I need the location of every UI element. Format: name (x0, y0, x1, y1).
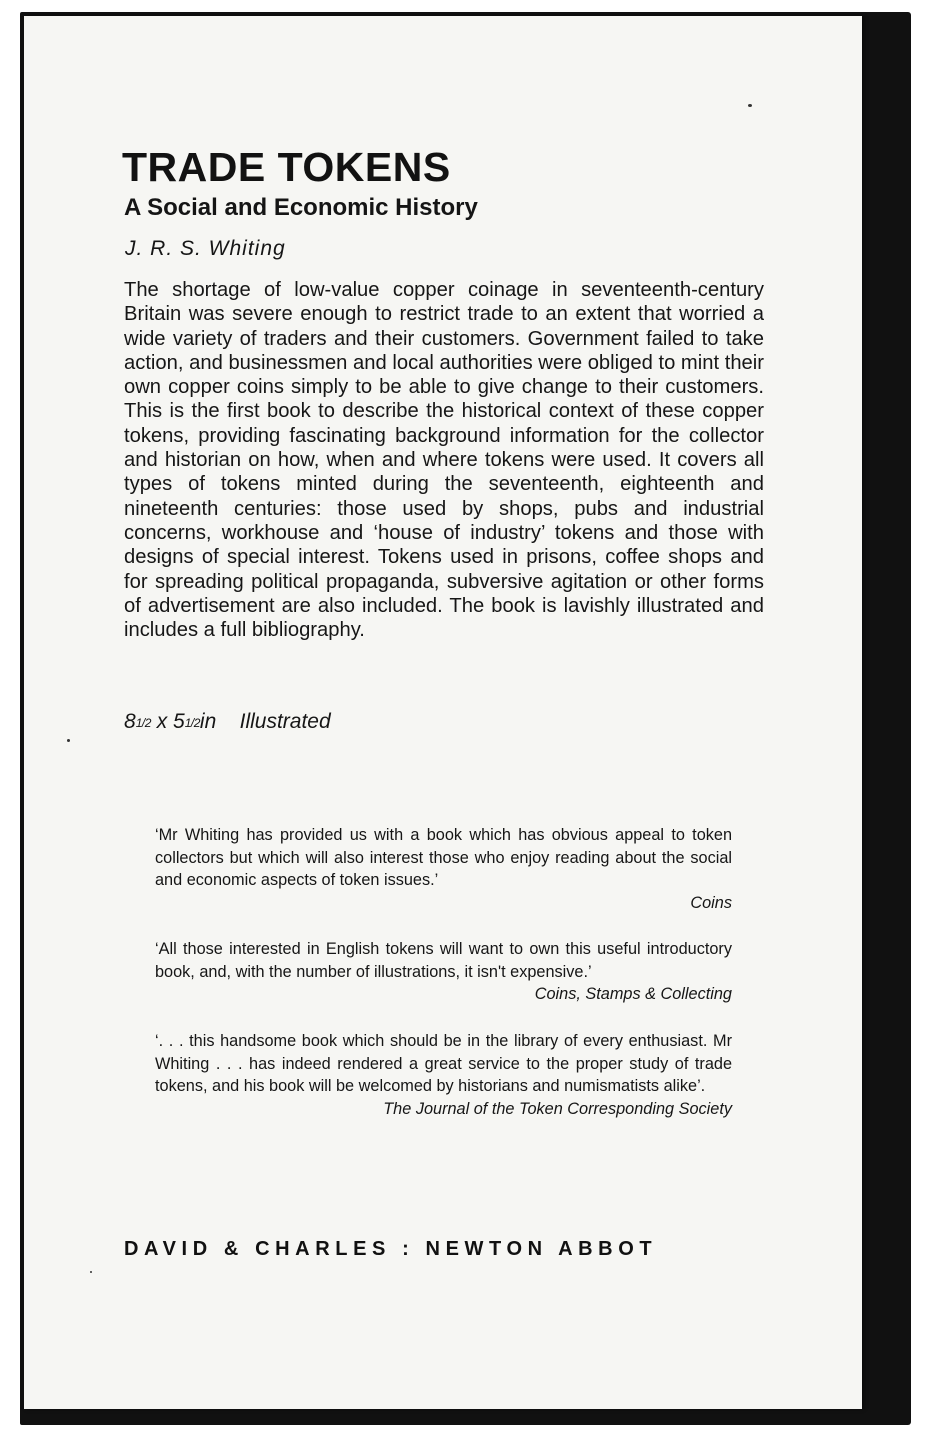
book-description: The shortage of low-value copper coinage in seventeenth-century Britain was severe enough to restrict trade to an extent that worried a wide variety of traders and their customers. Government failed to take action, and businessmen and local authorities were obliged to mint their own copper coins simply to be able to give change to their customers. This is the first book to describe the historical context of these copper tokens, providing fascinating background information for the collector and historian on how, when and where tokens were used. It covers all types of tokens minted during the seventeenth, eighteenth and nineteenth centuries: those used by shops, pubs and industrial concerns, workhouse and ‘house of industry’ tokens and those with designs of special interest. Tokens used in prisons, coffee shops and for spreading political propaganda, subversive agitation or other forms of advertisement are also included. The book is lavishly illustrated and includes a full bibliography. (124, 279, 764, 642)
review-quote (155, 824, 732, 914)
review-quote (155, 1030, 732, 1120)
dust-speck (748, 104, 752, 107)
dust-speck (90, 1271, 92, 1273)
book-author: J. R. S. Whiting (125, 237, 286, 260)
review-source: Coins, Stamps & Collecting (534, 985, 732, 1003)
review-text: ‘. . . this handsome book which should be in the library of every enthusiast. Mr Whiting . . . has indeed rendered a great service to the proper study of trade tokens, and his book will be welcomed by historians and numismatists alike’. (155, 1032, 732, 1095)
review-text: ‘Mr Whiting has provided us with a book which has obvious appeal to token collectors but which will also interest those who enjoy reading about the social and economic aspects of token issues.’ (155, 826, 732, 889)
review-source: Coins (690, 893, 732, 912)
book-specs (124, 708, 331, 737)
spec-width-fraction: 1/2 (184, 716, 200, 730)
review-quote (155, 938, 732, 1006)
publisher-imprint: DAVID & CHARLES : NEWTON ABBOT (124, 1238, 658, 1260)
spec-width: 5 (173, 710, 185, 733)
review-source: The Journal of the Token Corresponding Society (383, 1099, 732, 1118)
book-subtitle: A Social and Economic History (124, 194, 478, 221)
book-title: TRADE TOKENS (122, 144, 451, 190)
spec-unit: in (199, 710, 217, 733)
dust-speck (67, 739, 70, 742)
review-text: ‘All those interested in English tokens will want to own this useful introductory book, and, with the number of illustrations, it isn't expensive.’ (155, 940, 732, 981)
spec-note: Illustrated (239, 710, 331, 733)
spec-height: 8 (124, 710, 136, 733)
spec-separator: x (150, 710, 174, 733)
spec-height-fraction: 1/2 (135, 716, 151, 730)
